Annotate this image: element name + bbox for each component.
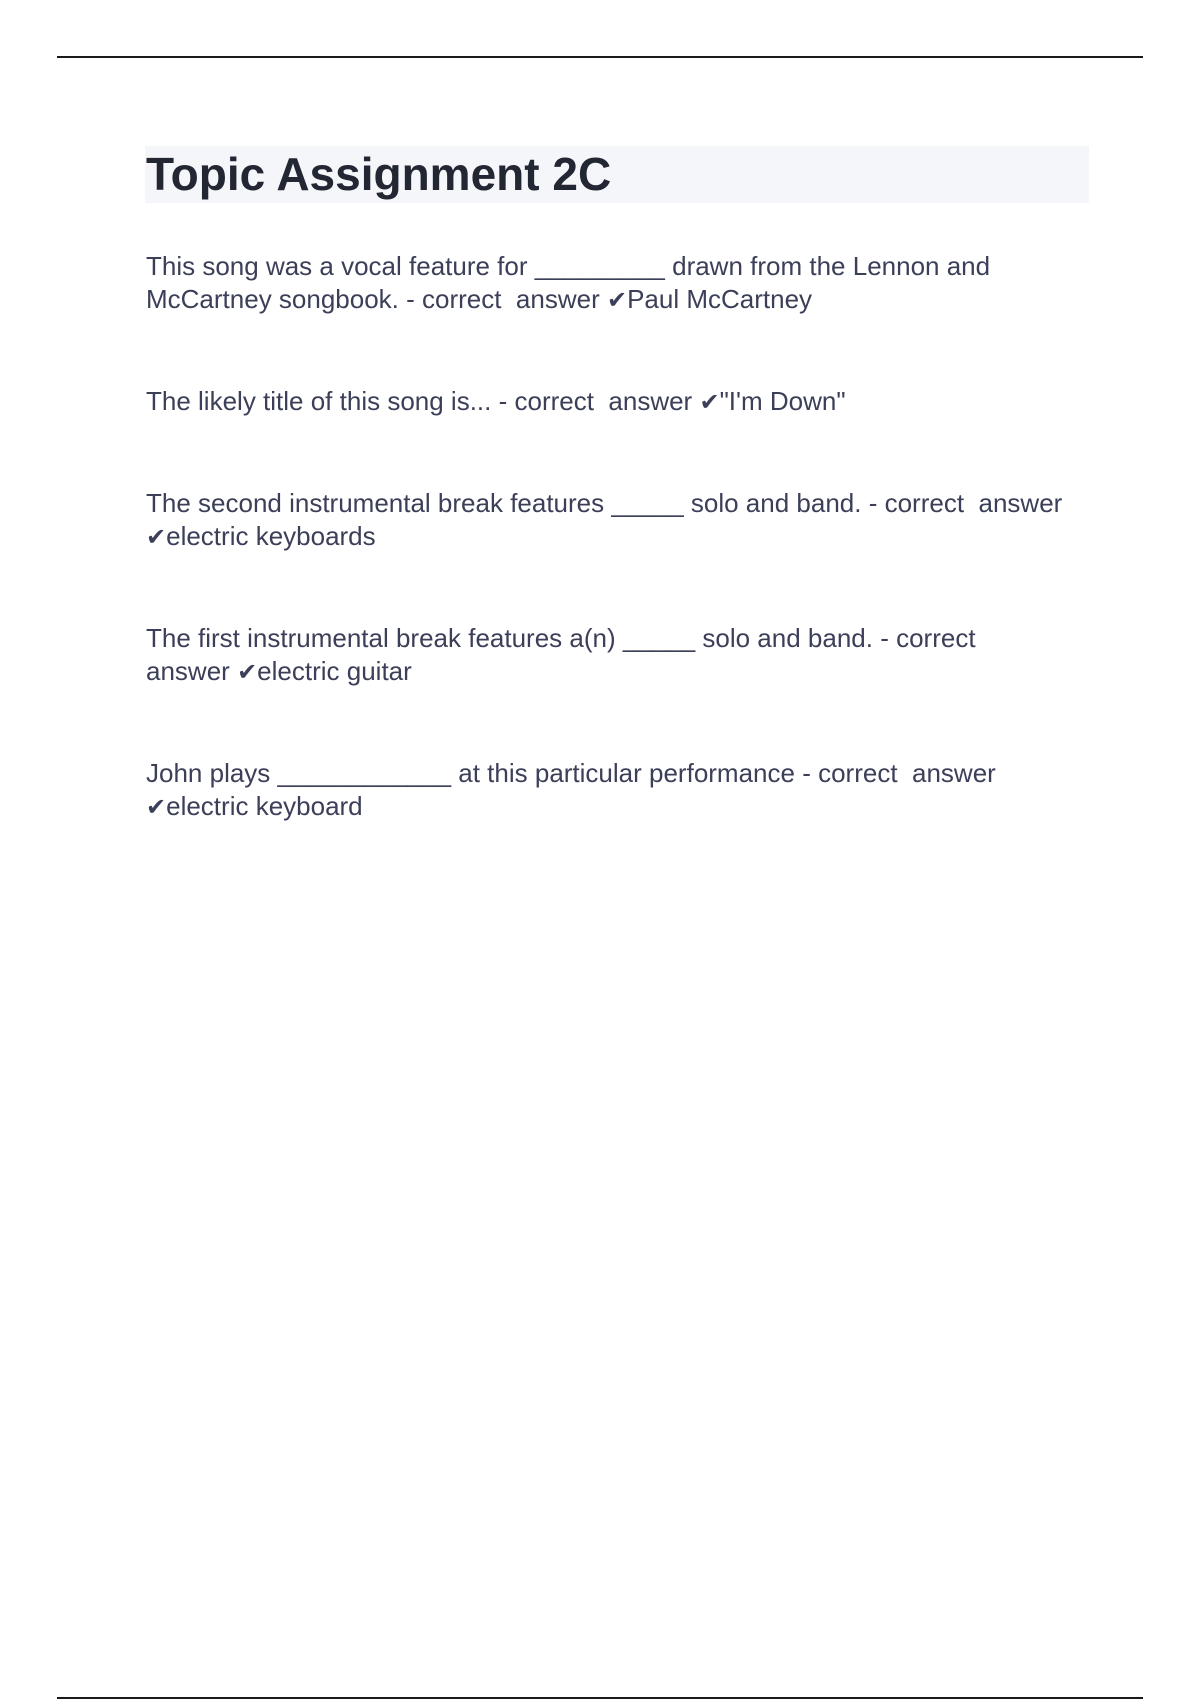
question-text: The likely title of this song is...	[146, 386, 492, 416]
qa-item	[146, 757, 1066, 824]
question-text: The second instrumental break features _____ solo and band.	[146, 488, 862, 518]
checkmark-icon: ✔	[237, 658, 258, 686]
qa-list	[146, 250, 1066, 892]
footer-rule	[57, 1697, 1143, 1699]
answer-text: electric keyboard	[166, 791, 363, 821]
header-rule	[57, 56, 1143, 58]
answer-label: - correct answer	[868, 488, 1063, 518]
answer-label: - correct answer	[802, 758, 996, 788]
answer-text: electric keyboards	[166, 521, 376, 551]
qa-item	[146, 385, 1066, 419]
checkmark-icon: ✔	[606, 286, 628, 314]
question-text: John plays ____________ at this particular performance	[146, 758, 795, 788]
qa-item	[146, 622, 1066, 689]
answer-text: electric guitar	[257, 656, 412, 686]
answer-label: - correct answer	[498, 386, 693, 416]
answer-text: Paul McCartney	[627, 284, 813, 314]
qa-item	[146, 250, 1066, 317]
answer-label: - correct answer	[146, 623, 991, 686]
answer-label: - correct answer	[406, 284, 600, 314]
question-text: The first instrumental break features a(n) _____ solo and band.	[146, 623, 873, 653]
checkmark-icon: ✔	[146, 793, 167, 821]
qa-item	[146, 487, 1066, 554]
answer-text: "I'm Down"	[719, 386, 846, 416]
page-title: Topic Assignment 2C	[146, 148, 612, 200]
checkmark-icon: ✔	[699, 388, 720, 416]
checkmark-icon: ✔	[146, 523, 167, 551]
question-text: This song was a vocal feature for _________ drawn from the Lennon and McCartney songbook.	[146, 251, 998, 314]
